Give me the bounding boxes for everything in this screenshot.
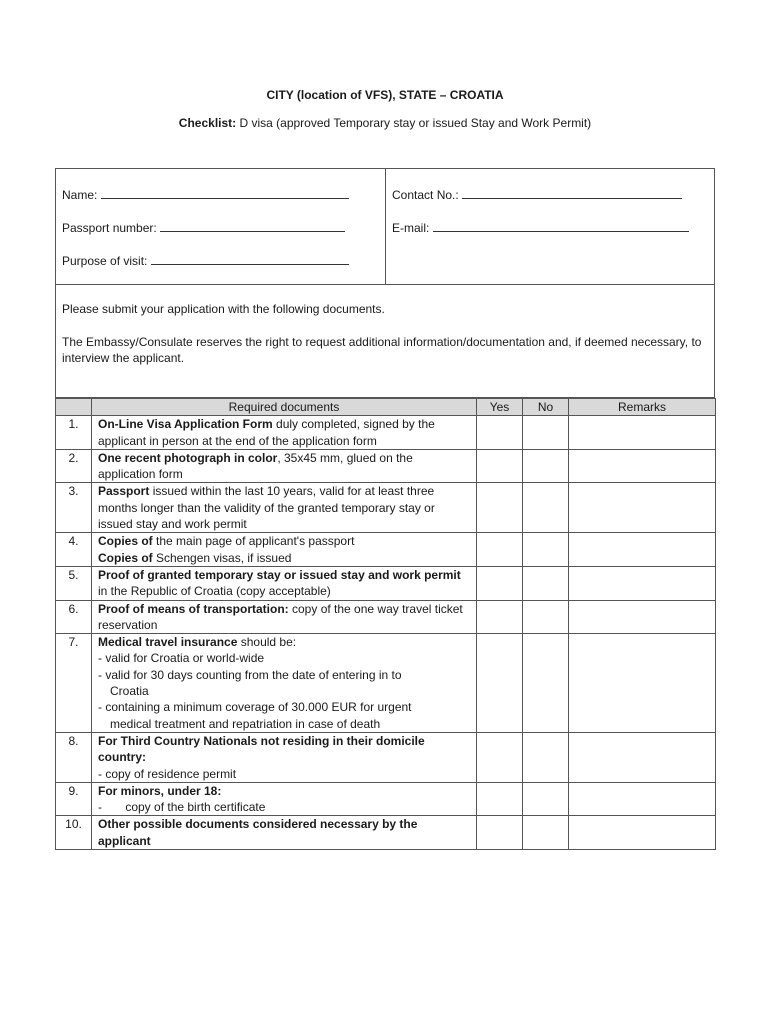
row-document: One recent photograph in color, 35x45 mm, glued on the application form: [92, 449, 477, 483]
yes-cell[interactable]: [477, 816, 523, 850]
column-divider: [385, 169, 386, 284]
no-cell[interactable]: [523, 600, 569, 634]
row-number: 6.: [56, 600, 92, 634]
row-document: For Third Country Nationals not residing in their domicile country: - copy of residence permit: [92, 732, 477, 782]
contact-label: Contact No.:: [392, 188, 459, 202]
contact-field[interactable]: [392, 187, 682, 202]
yes-cell[interactable]: [477, 782, 523, 816]
table-header-row: [56, 399, 716, 416]
no-cell[interactable]: [523, 483, 569, 533]
remarks-cell[interactable]: [569, 634, 716, 733]
submission-note: Please submit your application with the following documents.: [62, 302, 385, 316]
row-number: 5.: [56, 566, 92, 600]
no-cell[interactable]: [523, 416, 569, 450]
row-document: Other possible documents considered necessary by the applicant: [92, 816, 477, 850]
embassy-note: The Embassy/Consulate reserves the right to request additional information/documentation and, if deemed necessary, to interview the applicant.: [62, 335, 702, 365]
row-document: Copies of the main page of applicant's passport Copies of Schengen visas, if issued: [92, 533, 477, 567]
no-cell[interactable]: [523, 634, 569, 733]
applicant-info-box: [55, 168, 715, 398]
passport-field[interactable]: [62, 220, 345, 235]
row-number: 9.: [56, 782, 92, 816]
yes-cell[interactable]: [477, 416, 523, 450]
remarks-cell[interactable]: [569, 600, 716, 634]
checklist-subtitle: [0, 116, 770, 130]
name-label: Name:: [62, 188, 98, 202]
header-num: [56, 399, 92, 416]
row-document: Proof of granted temporary stay or issued stay and work permit in the Republic of Croatia (copy acceptable): [92, 566, 477, 600]
header-remarks: Remarks: [569, 399, 716, 416]
row-number: 3.: [56, 483, 92, 533]
no-cell[interactable]: [523, 449, 569, 483]
remarks-cell[interactable]: [569, 816, 716, 850]
purpose-blank[interactable]: [151, 253, 349, 265]
purpose-field[interactable]: [62, 253, 349, 268]
no-cell[interactable]: [523, 566, 569, 600]
email-label: E-mail:: [392, 221, 430, 235]
remarks-cell[interactable]: [569, 416, 716, 450]
remarks-cell[interactable]: [569, 566, 716, 600]
yes-cell[interactable]: [477, 566, 523, 600]
row-divider: [56, 284, 714, 285]
row-number: 4.: [56, 533, 92, 567]
remarks-cell[interactable]: [569, 483, 716, 533]
row-document: Passport issued within the last 10 years, valid for at least three months longer than the validity of the granted temporary stay or issued stay and work permit: [92, 483, 477, 533]
table-row: [56, 782, 716, 816]
remarks-cell[interactable]: [569, 782, 716, 816]
documents-table: [55, 398, 716, 850]
row-number: 8.: [56, 732, 92, 782]
no-cell[interactable]: [523, 732, 569, 782]
passport-label: Passport number:: [62, 221, 157, 235]
yes-cell[interactable]: [477, 600, 523, 634]
email-blank[interactable]: [433, 220, 689, 232]
no-cell[interactable]: [523, 816, 569, 850]
table-row: [56, 600, 716, 634]
no-cell[interactable]: [523, 533, 569, 567]
yes-cell[interactable]: [477, 634, 523, 733]
remarks-cell[interactable]: [569, 732, 716, 782]
row-number: 2.: [56, 449, 92, 483]
yes-cell[interactable]: [477, 449, 523, 483]
name-field[interactable]: [62, 187, 349, 202]
checklist-label: Checklist:: [178, 116, 237, 130]
table-row: [56, 449, 716, 483]
table-row: [56, 533, 716, 567]
table-row: [56, 416, 716, 450]
remarks-cell[interactable]: [569, 449, 716, 483]
table-row: [56, 732, 716, 782]
row-number: 1.: [56, 416, 92, 450]
header-yes: Yes: [477, 399, 523, 416]
yes-cell[interactable]: [477, 533, 523, 567]
yes-cell[interactable]: [477, 732, 523, 782]
row-document: Proof of means of transportation: copy of the one way travel ticket reservation: [92, 600, 477, 634]
table-row: [56, 566, 716, 600]
table-row: [56, 816, 716, 850]
row-document: Medical travel insurance should be: - valid for Croatia or world-wide - valid for 30 days counting from the date of entering in to Croatia - containing a minimum coverage of 30.000 EUR for urgent medical treatment and repatriation in case of death: [92, 634, 477, 733]
name-blank[interactable]: [101, 187, 349, 199]
no-cell[interactable]: [523, 782, 569, 816]
row-document: For minors, under 18: - copy of the birth certificate: [92, 782, 477, 816]
row-document: On-Line Visa Application Form duly completed, signed by the applicant in person at the end of the application form: [92, 416, 477, 450]
document-title: CITY (location of VFS), STATE – CROATIA: [266, 88, 504, 102]
table-row: [56, 634, 716, 733]
passport-blank[interactable]: [160, 220, 345, 232]
header-required-documents: Required documents: [92, 399, 477, 416]
row-number: 7.: [56, 634, 92, 733]
remarks-cell[interactable]: [569, 533, 716, 567]
row-number: 10.: [56, 816, 92, 850]
checklist-text: D visa (approved Temporary stay or issued Stay and Work Permit): [236, 116, 592, 130]
purpose-label: Purpose of visit:: [62, 254, 148, 268]
contact-blank[interactable]: [462, 187, 682, 199]
table-row: [56, 483, 716, 533]
email-field[interactable]: [392, 220, 689, 235]
header-no: No: [523, 399, 569, 416]
yes-cell[interactable]: [477, 483, 523, 533]
